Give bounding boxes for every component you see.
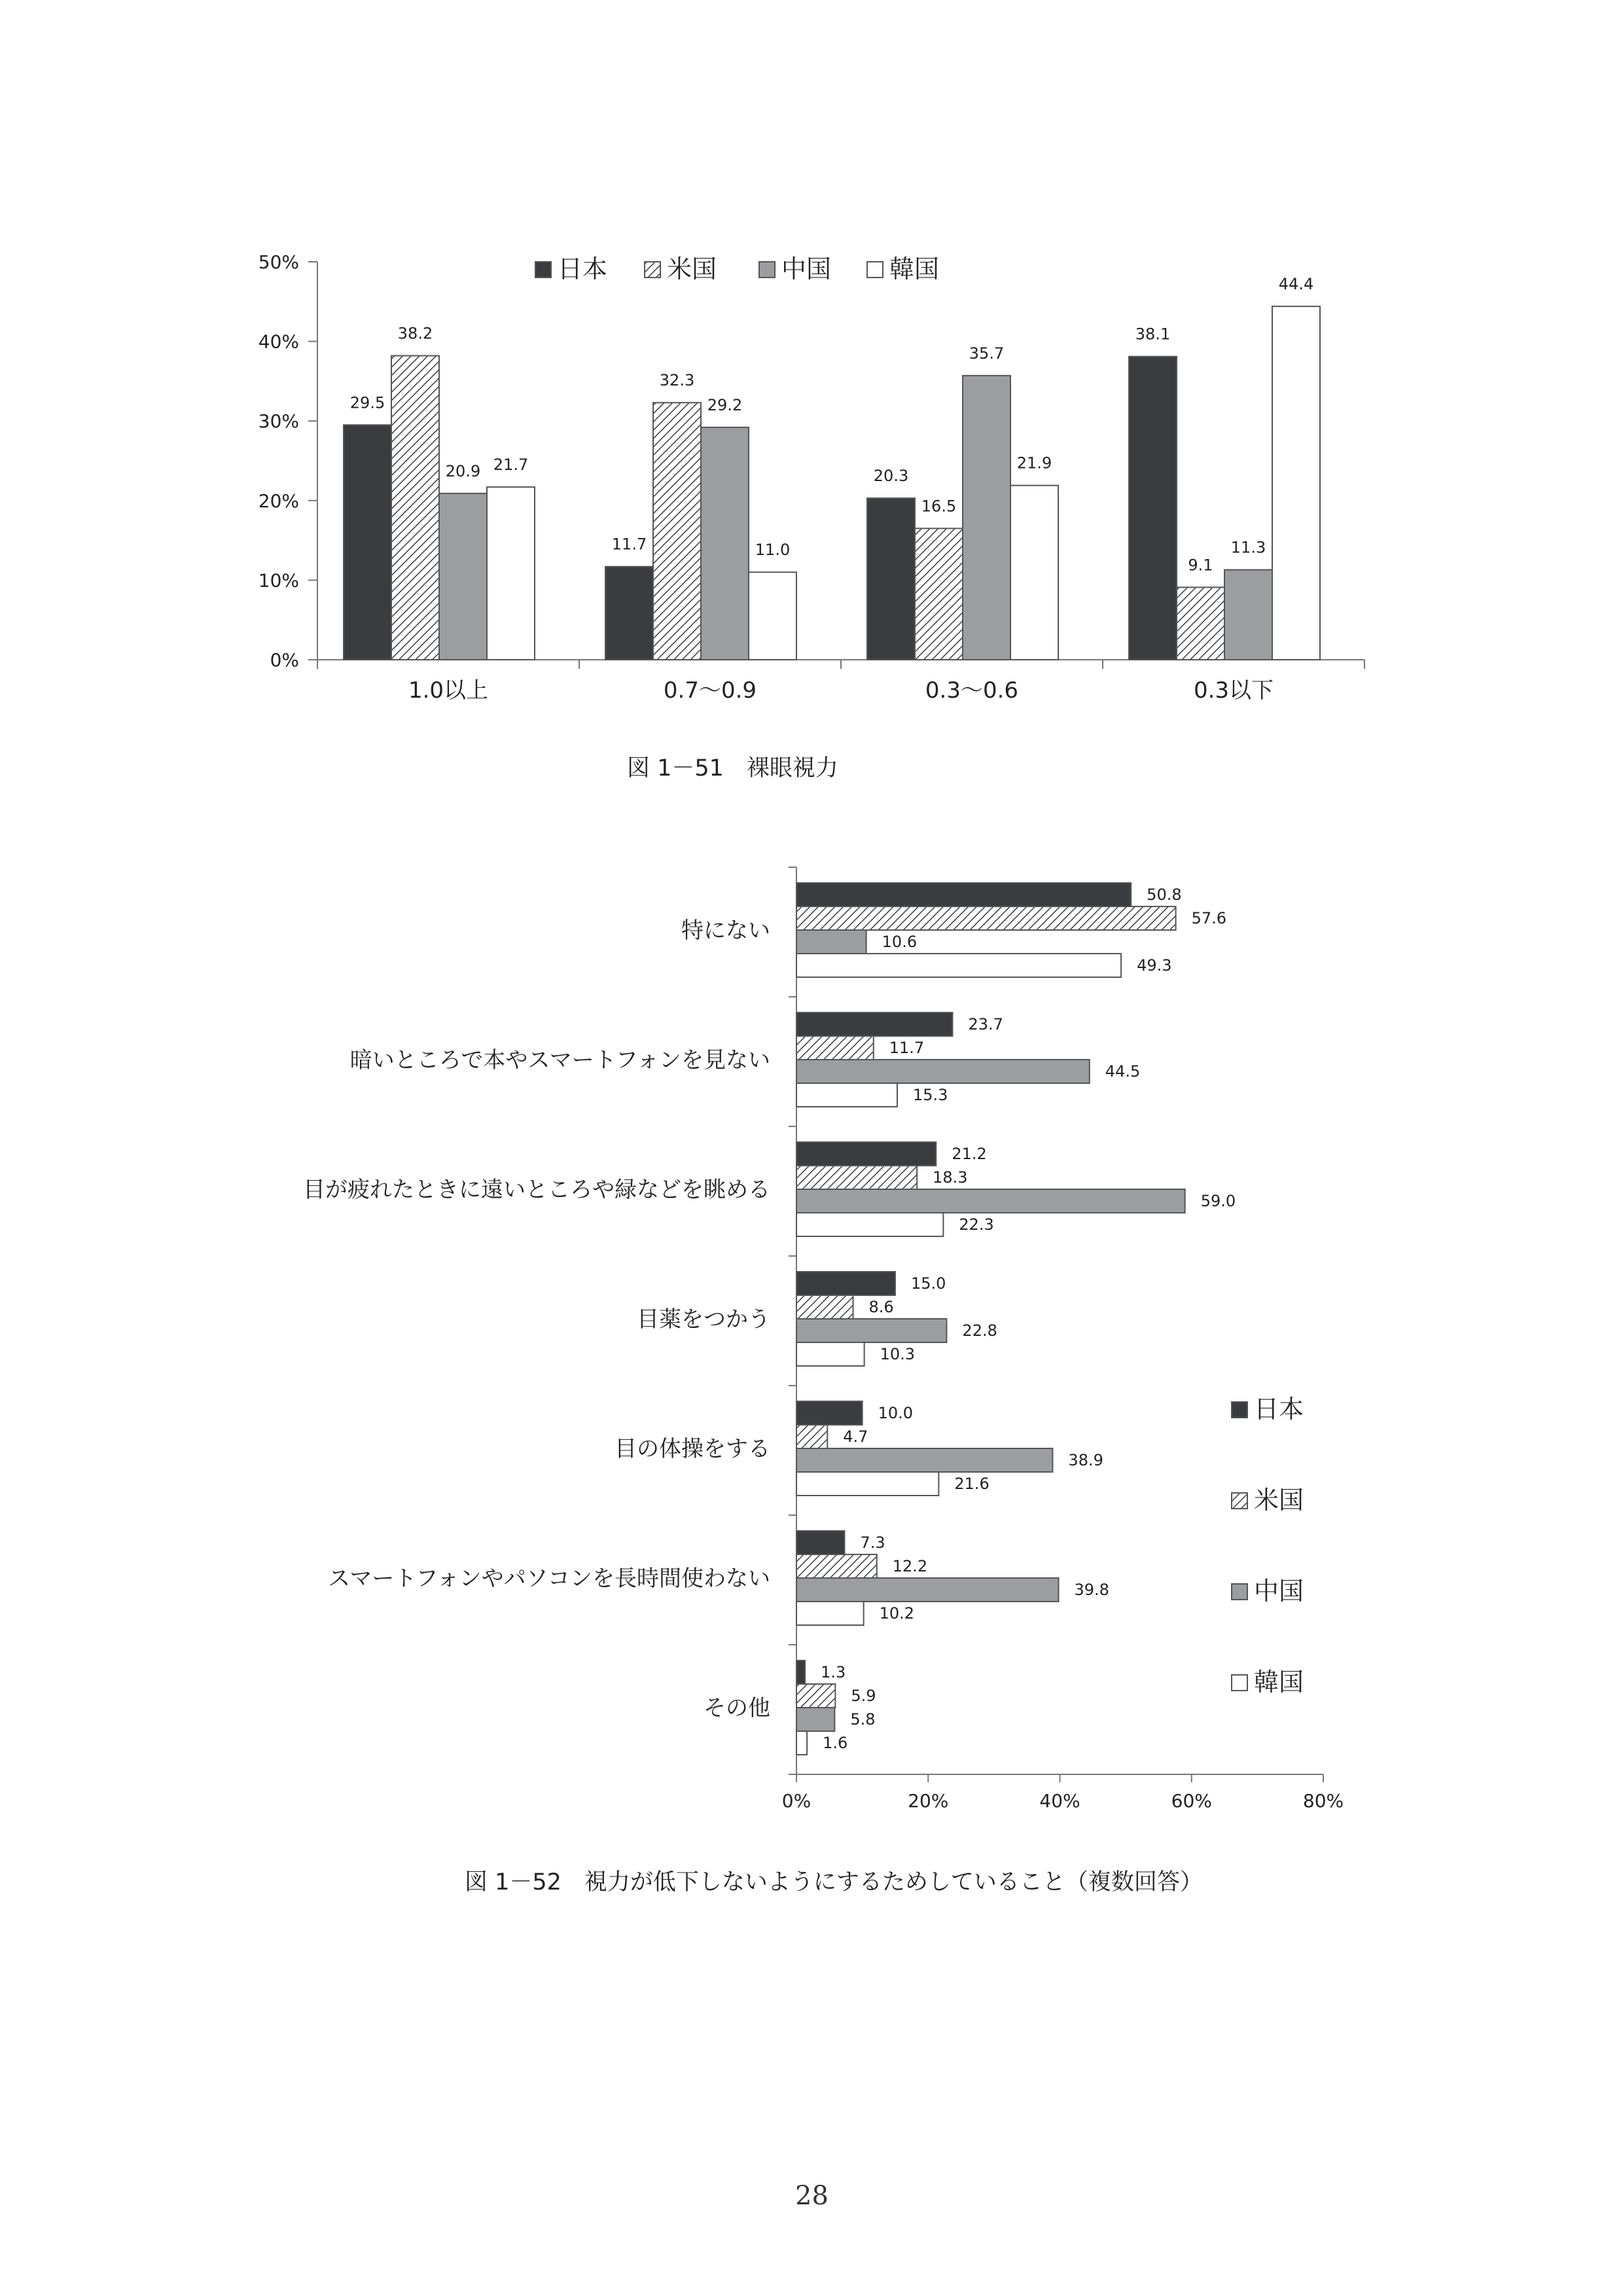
bar [701,427,749,660]
page-number: 28 [795,2181,829,2211]
data-label: 22.8 [962,1321,997,1340]
category-label: 目薬をつかう [637,1306,770,1333]
category-label: 1.0以上 [408,677,489,704]
data-label: 21.6 [954,1475,990,1493]
bar [796,1036,874,1060]
data-label: 38.9 [1068,1451,1103,1469]
bar [796,883,1131,906]
data-label: 10.2 [879,1604,915,1623]
bar [796,1554,877,1578]
y-tick-label: 10% [258,569,299,592]
legend-swatch [867,262,883,278]
bar [439,493,487,660]
bar [963,376,1010,660]
y-tick-label: 30% [258,410,299,433]
data-label: 39.8 [1074,1581,1109,1599]
data-label: 15.3 [912,1086,948,1104]
data-label: 49.3 [1137,956,1172,975]
data-label: 35.7 [969,344,1005,363]
bar [796,1708,834,1731]
data-label: 11.3 [1230,538,1266,557]
bar [796,1295,853,1319]
bar [796,1602,864,1625]
figure-caption-1-51: 図 1－51 裸眼視力 [627,755,838,781]
data-label: 8.6 [868,1298,894,1316]
data-label: 21.2 [952,1145,987,1163]
bar [796,1684,835,1708]
bar [1177,587,1224,660]
bar [796,1213,943,1236]
bar [653,403,701,660]
bar [796,954,1121,977]
bar [867,498,915,660]
x-tick-label: 80% [1302,1790,1344,1812]
bar [796,1578,1058,1602]
bar [796,1272,895,1295]
legend-swatch [1232,1675,1247,1691]
legend-label: 中国 [1254,1577,1304,1605]
data-label: 5.9 [851,1687,876,1705]
data-label: 4.7 [843,1427,868,1446]
y-tick-label: 50% [258,251,299,273]
data-label: 29.2 [707,395,743,414]
bar [796,1189,1185,1213]
data-label: 9.1 [1188,556,1213,575]
data-label: 1.6 [823,1734,848,1752]
bar [749,572,796,660]
y-tick-label: 0% [270,649,299,671]
legend-label: 米国 [1254,1486,1304,1515]
figure-caption-1-52: 図 1－52 視力が低下しないようにするためしていること（複数回答） [465,1869,1203,1895]
x-tick-label: 60% [1171,1790,1212,1812]
data-label: 38.1 [1135,325,1171,344]
data-label: 5.8 [850,1710,876,1729]
data-label: 15.0 [910,1274,946,1293]
data-label: 23.7 [968,1015,1003,1033]
bar [796,906,1176,930]
data-label: 18.3 [933,1168,968,1187]
data-label: 32.3 [659,371,695,390]
data-label: 57.6 [1191,909,1227,927]
bar [796,1319,946,1342]
bar [796,1013,952,1036]
category-label: 目の体操をする [615,1436,770,1462]
bar [796,1531,844,1554]
data-label: 44.5 [1105,1062,1141,1081]
bar [344,425,391,660]
data-label: 11.0 [755,541,791,560]
category-label: 目が疲れたときに遠いところや緑などを眺める [303,1177,770,1203]
bar [487,487,535,660]
data-label: 10.6 [882,933,918,951]
bar [1129,357,1177,660]
data-label: 10.0 [878,1404,914,1422]
data-label: 29.5 [349,393,385,412]
data-label: 7.3 [860,1534,885,1552]
data-label: 11.7 [889,1039,925,1057]
bar [796,1142,936,1166]
legend-label: 日本 [1254,1395,1304,1424]
data-label: 12.2 [892,1557,928,1575]
bar [796,1083,897,1107]
bar [1224,570,1272,660]
bar [605,567,653,660]
data-label: 20.9 [445,461,481,480]
bar [796,1448,1052,1472]
legend-label: 韓国 [889,255,940,283]
category-label: その他 [704,1695,770,1721]
legend-swatch [645,262,660,278]
bar [796,1060,1090,1083]
legend-label: 日本 [558,255,608,283]
data-label: 16.5 [921,497,957,516]
bar [1010,486,1058,660]
category-label: スマートフォンやパソコンを長時間使わない [328,1566,770,1592]
x-tick-label: 0% [781,1790,812,1812]
data-label: 38.2 [397,324,433,343]
legend-label: 韓国 [1254,1668,1304,1696]
data-label: 1.3 [821,1663,846,1681]
legend-label: 中国 [781,255,832,283]
legend-label: 米国 [667,255,717,283]
bar [796,1401,863,1425]
data-label: 50.8 [1147,886,1182,904]
bar [796,1472,938,1496]
bar [1272,306,1320,660]
legend-swatch [535,262,551,278]
x-tick-label: 20% [908,1790,949,1812]
data-label: 10.3 [880,1345,916,1363]
bar [796,1660,805,1684]
bar [796,1731,807,1755]
bar [915,528,963,660]
data-label: 22.3 [959,1215,994,1234]
y-tick-label: 40% [258,331,299,353]
data-label: 20.3 [873,467,909,486]
legend-swatch [1232,1584,1247,1600]
data-label: 11.7 [611,535,647,554]
bar [391,355,439,660]
category-label: 暗いところで本やスマートフォンを見ない [349,1047,770,1073]
bar [796,930,866,954]
data-label: 59.0 [1200,1192,1236,1210]
category-label: 特にない [681,918,770,944]
category-label: 0.7〜0.9 [663,677,757,704]
data-label: 21.7 [493,456,529,475]
category-label: 0.3以下 [1193,677,1274,704]
data-label: 21.9 [1016,454,1052,473]
data-label: 44.4 [1278,275,1314,294]
category-label: 0.3〜0.6 [925,677,1019,704]
legend-swatch [1232,1402,1247,1418]
legend-swatch [759,262,775,278]
x-tick-label: 40% [1039,1790,1080,1812]
bar [796,1166,917,1189]
bar [796,1342,865,1366]
bar [796,1425,827,1448]
y-tick-label: 20% [258,490,299,512]
legend-swatch [1232,1493,1247,1509]
